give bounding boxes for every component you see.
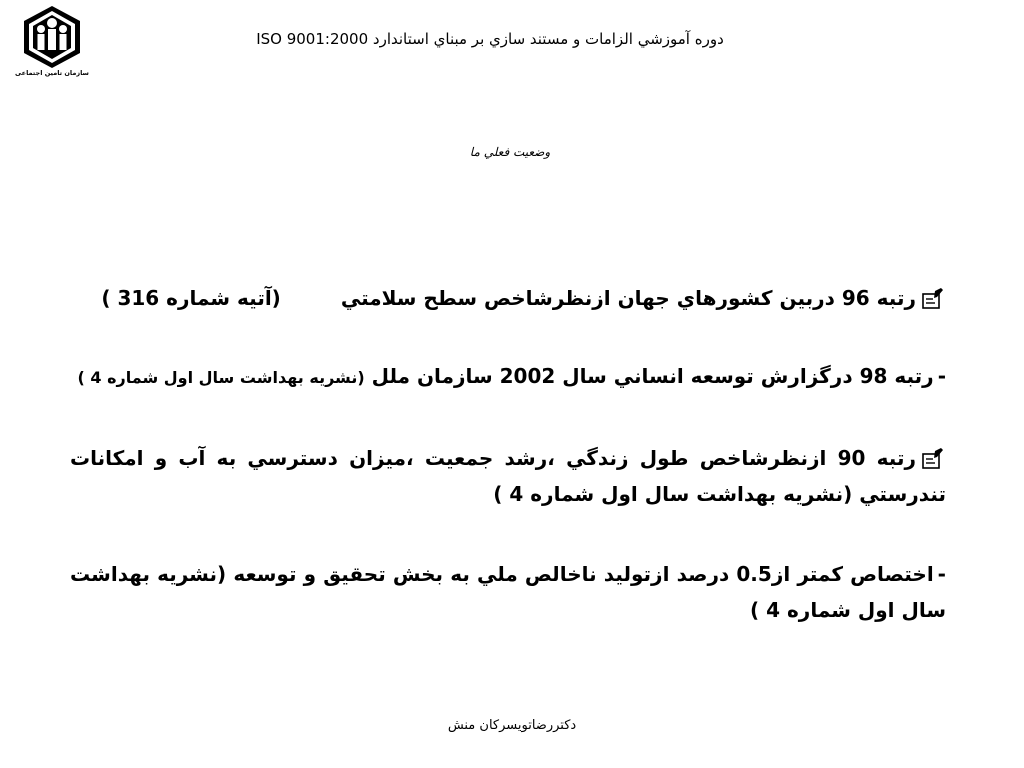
- list-item: [70, 440, 946, 512]
- slide-subtitle: وضعيت فعلي ما: [469, 145, 551, 159]
- item-text: رتبه 96 دربين كشورهاي جهان ازنظرشاخص سطح سلامتي: [340, 286, 916, 310]
- item-source: (نشريه بهداشت سال اول شماره 4 ): [77, 368, 365, 387]
- item-source: (نشريه بهداشت سال اول شماره 4 ): [493, 482, 853, 506]
- slide-content: [70, 280, 946, 628]
- logo-caption: سازمان تامین اجتماعی: [15, 69, 89, 77]
- logo-emblem-icon: [16, 4, 88, 70]
- list-item: [70, 358, 946, 396]
- footer-author: دكتررضاتويسركان منش: [447, 718, 577, 733]
- item-source: (آتيه شماره 316 ): [101, 286, 281, 310]
- item-text: رتبه 98 درگزارش توسعه انساني سال 2002 سازمان ملل: [371, 364, 934, 388]
- item-source: (نشريه بهداشت سال اول شماره 4 ): [70, 562, 946, 622]
- note-pencil-icon: [918, 287, 946, 313]
- item-dash: -: [937, 364, 946, 388]
- list-item: [70, 556, 946, 628]
- note-pencil-icon: [918, 447, 946, 473]
- item-text: رتبه 90 ازنظرشاخص طول زندگي ،رشد جمعيت ،ميزان دسترسي به آب و امكانات تندرستي: [70, 446, 946, 506]
- header-title: دوره آموزشي الزامات و مستند سازي بر مبناي استاندارد ISO 9001:2000: [256, 30, 724, 48]
- list-item: [70, 280, 946, 316]
- item-text: اختصاص كمتر از0.5 درصد ازتوليد ناخالص ملي به بخش تحقيق و توسعه: [233, 562, 934, 586]
- item-dash: -: [937, 562, 946, 586]
